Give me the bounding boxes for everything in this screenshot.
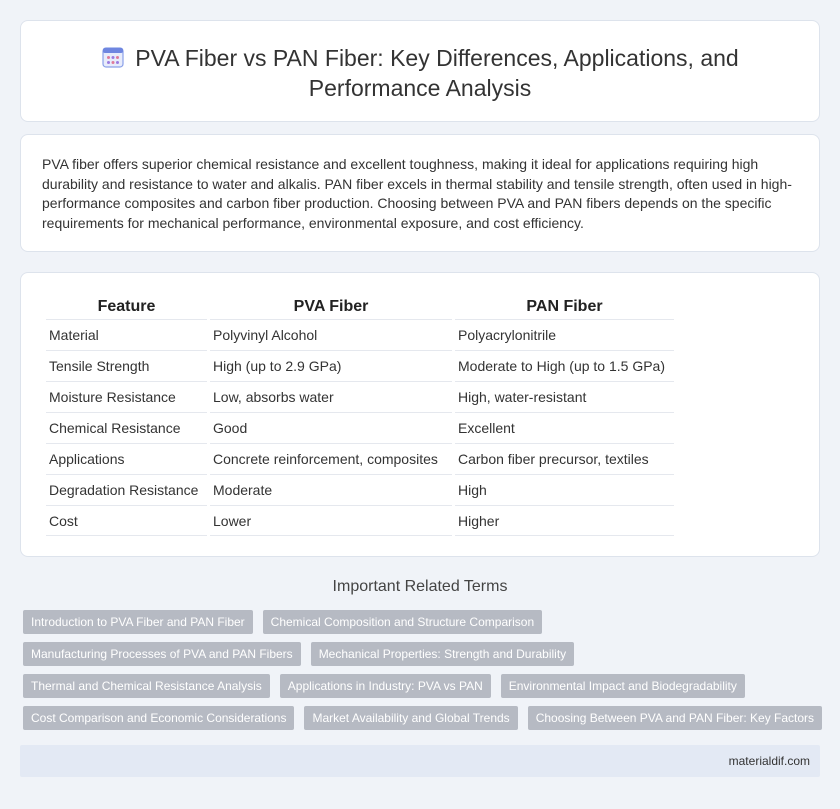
related-term-tag[interactable]: Environmental Impact and Biodegradability xyxy=(501,674,745,698)
table-row xyxy=(46,319,674,350)
intro-paragraph: PVA fiber offers superior chemical resistance and excellent toughness, making it ideal for applications requiring high durability and resistance to water and alkalis. PAN fiber excels in thermal stability and tensile strength, often used in high-performance composites and carbon fiber production. Choosing between PVA and PAN fibers depends on the specific requirements for mechanical performance, environmental exposure, and cost efficiency. xyxy=(42,156,792,231)
table-cell: Low, absorbs water xyxy=(210,381,452,412)
related-terms-list xyxy=(23,610,823,738)
table-row xyxy=(46,381,674,412)
table-cell: Excellent xyxy=(455,412,674,443)
table-row xyxy=(46,412,674,443)
table-header-row xyxy=(46,295,674,319)
table-cell: High (up to 2.9 GPa) xyxy=(210,350,452,381)
table-cell: Moisture Resistance xyxy=(46,381,207,412)
related-term-tag[interactable]: Market Availability and Global Trends xyxy=(304,706,517,730)
related-term-tag[interactable]: Introduction to PVA Fiber and PAN Fiber xyxy=(23,610,253,634)
table-cell: Good xyxy=(210,412,452,443)
table-cell: Higher xyxy=(455,505,674,536)
table-cell: Tensile Strength xyxy=(46,350,207,381)
intro-card xyxy=(20,134,820,252)
table-row xyxy=(46,505,674,536)
header-pan: PAN Fiber xyxy=(526,298,603,315)
tag-row xyxy=(23,610,823,642)
title-line-1: PVA Fiber vs PAN Fiber: Key Differences, Applications, and xyxy=(135,45,739,71)
header-feature: Feature xyxy=(97,298,156,315)
tag-row xyxy=(23,642,823,674)
table-cell: Applications xyxy=(46,443,207,474)
comparison-table-card xyxy=(20,272,820,557)
comparison-table xyxy=(43,295,677,536)
table-cell: Moderate to High (up to 1.5 GPa) xyxy=(455,350,674,381)
calendar-grid-icon xyxy=(101,45,125,69)
header-card xyxy=(20,20,820,122)
header-pva: PVA Fiber xyxy=(293,298,369,315)
related-term-tag[interactable]: Cost Comparison and Economic Considerations xyxy=(23,706,294,730)
related-terms-heading: Important Related Terms xyxy=(332,578,508,595)
related-term-tag[interactable]: Chemical Composition and Structure Comparison xyxy=(263,610,542,634)
table-cell: Moderate xyxy=(210,474,452,505)
related-term-tag[interactable]: Applications in Industry: PVA vs PAN xyxy=(280,674,491,698)
table-row xyxy=(46,443,674,474)
table-row xyxy=(46,474,674,505)
table-cell: High, water-resistant xyxy=(455,381,674,412)
table-cell: Cost xyxy=(46,505,207,536)
related-term-tag[interactable]: Mechanical Properties: Strength and Durability xyxy=(311,642,574,666)
related-term-tag[interactable]: Thermal and Chemical Resistance Analysis xyxy=(23,674,270,698)
table-cell: Lower xyxy=(210,505,452,536)
table-cell: Chemical Resistance xyxy=(46,412,207,443)
tag-row xyxy=(23,706,823,738)
table-cell: High xyxy=(455,474,674,505)
table-cell: Polyacrylonitrile xyxy=(455,319,674,350)
table-cell: Material xyxy=(46,319,207,350)
footer-site-link[interactable]: materialdif.com xyxy=(728,754,810,768)
title-line-2: Performance Analysis xyxy=(308,75,532,101)
related-term-tag[interactable]: Choosing Between PVA and PAN Fiber: Key Factors xyxy=(528,706,822,730)
table-cell: Polyvinyl Alcohol xyxy=(210,319,452,350)
footer-bar xyxy=(20,745,820,777)
table-cell: Degradation Resistance xyxy=(46,474,207,505)
table-cell: Carbon fiber precursor, textiles xyxy=(455,443,674,474)
tag-row xyxy=(23,674,823,706)
related-term-tag[interactable]: Manufacturing Processes of PVA and PAN Fibers xyxy=(23,642,301,666)
table-row xyxy=(46,350,674,381)
page-title xyxy=(21,43,819,103)
table-cell: Concrete reinforcement, composites xyxy=(210,443,452,474)
